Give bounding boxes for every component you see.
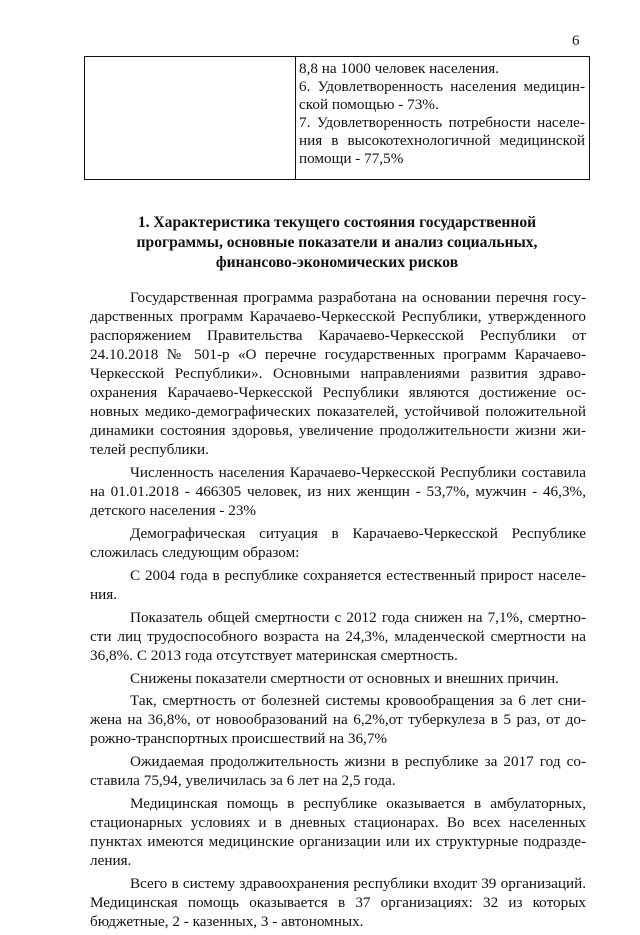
paragraph-3: Демографическая ситуация в Карачаево-Черкесской Республике сложилась следующим образом: bbox=[90, 525, 586, 561]
page-number: 6 bbox=[572, 33, 580, 49]
table-left-cell bbox=[85, 57, 296, 179]
paragraph-7: Так, смертность от болезней системы кровообращения за 6 лет снижена на 36,8%, от новообразований на 6,2%,от туберкулеза в 5 раз, от дорожно-транспортных происшествий на 36,7% bbox=[90, 692, 586, 747]
paragraph-5: Показатель общей смертности с 2012 года снижен на 7,1%, смертности лиц трудоспособного возраста на 24,3%, младенческой смертности на 36,8%. С 2013 года отсутствует материнская смертность. bbox=[90, 609, 586, 664]
table-line-1: 8,8 на 1000 человек населения. bbox=[299, 60, 500, 77]
paragraph-2: Численность населения Карачаево-Черкесской Республики составила на 01.01.2018 - 466305 человек, из них женщин - 53,7%, мужчин - 46,3%, детского населения - 23% bbox=[90, 464, 586, 519]
table-right-cell bbox=[296, 57, 589, 179]
paragraph-10: Всего в систему здравоохранения республики входит 39 организаций. Медицинская помощь оказывается в 37 организациях: 32 из которых бюджетные, 2 - казенных, 3 - автономных. bbox=[90, 875, 586, 930]
indicators-table bbox=[84, 56, 590, 180]
paragraph-6: Снижены показатели смертности от основных и внешних причин. bbox=[130, 670, 559, 687]
body-text bbox=[90, 288, 586, 935]
section-title: 1. Характеристика текущего состояния государственной программы, основные показатели и анализ социальных, финансово-экономических рисков bbox=[136, 214, 538, 271]
paragraph-9: Медицинская помощь в республике оказывается в амбулаторных, стационарных условиях и в дневных стационарах. Во всех населенных пунктах имеются медицинские организации или их структурные подразделения. bbox=[90, 795, 586, 869]
paragraph-1: Государственная программа разработана на основании перечня государственных программ Карачаево-Черкесской Республики, утвержденного распоряжением Правительства Карачаево-Черкесской Республики от 24.10.2018 № 501-р «О перечне государственных программ Карачаево-Черкесской Республики». Основными направлениями развития здравоохранения Карачаево-Черкесской Республики являются достижение основных медико-демографических показателей, устойчивой положительной динамики состояния здоровья, увеличение продолжительности жизни жителей республики. bbox=[90, 289, 586, 458]
paragraph-8: Ожидаемая продолжительность жизни в республике за 2017 год составила 75,94, увеличилась за 6 лет на 2,5 года. bbox=[90, 753, 586, 789]
table-line-3: 7. Удовлетворенность потребности населения в высокотехнологичной медицинской помощи - 77,5% bbox=[299, 114, 585, 167]
paragraph-4: С 2004 года в республике сохраняется естественный прирост населения. bbox=[90, 567, 586, 603]
table-line-2: 6. Удовлетворенность населения медицинской помощью - 73%. bbox=[299, 78, 585, 113]
